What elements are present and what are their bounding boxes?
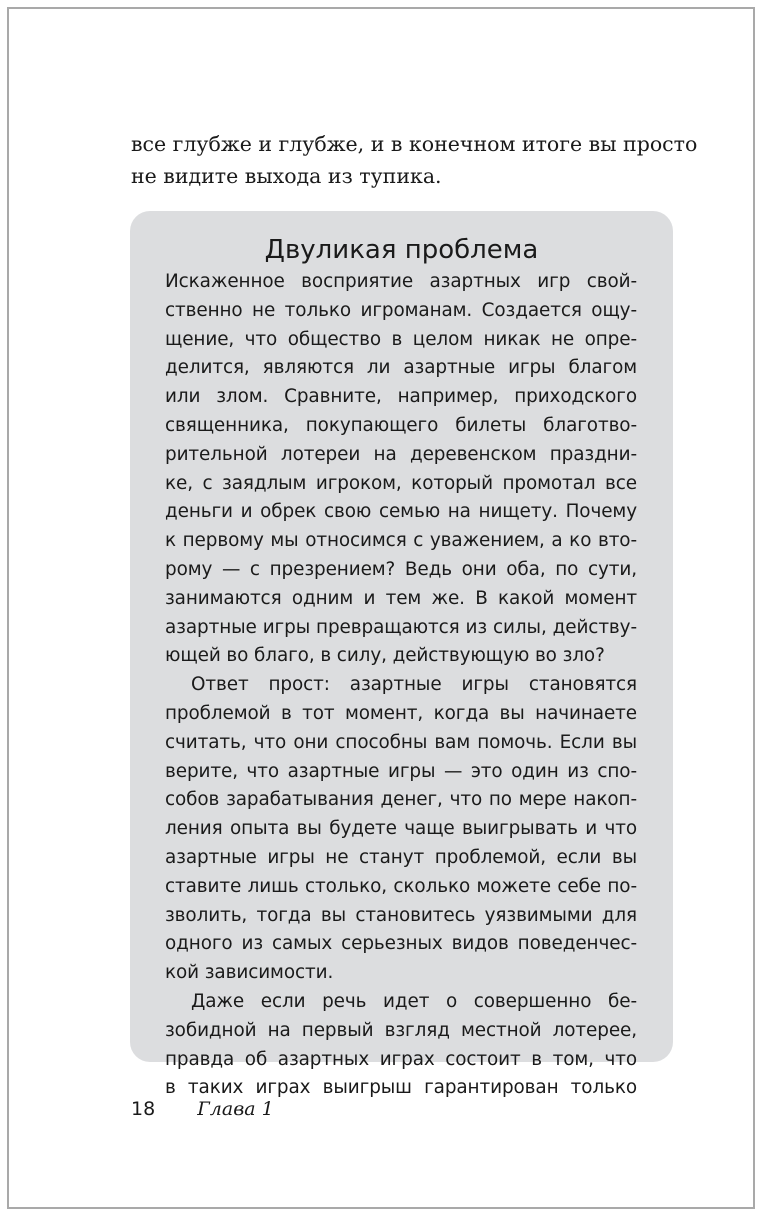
sidebar-line: верите, что азартные игры — это один из спо- (165, 760, 637, 782)
body-text-continuation (131, 128, 698, 192)
text-line: все глубже и глубже, и в конечном итоге вы просто (131, 132, 698, 156)
sidebar-line: ющей во благо, в силу, действующую во зло? (165, 645, 605, 667)
sidebar-line: Ответ прост: азартные игры становятся (191, 674, 637, 696)
sidebar-line: рительной лотереи на деревенском праздни- (165, 443, 637, 465)
page-number: 18 (131, 1098, 156, 1120)
sidebar-box (130, 211, 673, 1099)
sidebar-line: к первому мы относимся с уважением, а ко вто- (165, 530, 637, 552)
text-line: не видите выхода из тупика. (131, 164, 442, 188)
sidebar-line: Даже если речь идет о совершенно бе- (191, 990, 637, 1012)
sidebar-line: Искаженное восприятие азартных игр свой- (165, 271, 637, 292)
sidebar-line: священника, покупающего билеты благотво- (165, 414, 637, 436)
sidebar-line: щение, что общество в целом никак не опре- (165, 328, 637, 350)
sidebar-line: кой зависимости. (165, 962, 334, 984)
sidebar-line: занимаются одним и тем же. В какой момент (165, 587, 637, 609)
sidebar-line: ления опыта вы будете чаще выигрывать и что (165, 818, 637, 840)
sidebar-line: одного из самых серьезных видов поведенчес- (165, 933, 637, 955)
running-chapter-label: Глава 1 (197, 1098, 274, 1120)
sidebar-line: правда об азартных играх состоит в том, что (165, 1048, 637, 1070)
sidebar-line: рому — с презрением? Ведь они оба, по сути, (165, 558, 637, 580)
sidebar-line: зволить, тогда вы становитесь уязвимыми для (165, 904, 637, 926)
sidebar-line: зобидной на первый взгляд местной лотерее, (165, 1019, 637, 1041)
sidebar-line: азартные игры превращаются из силы, действу- (165, 616, 637, 638)
sidebar-line: ставите лишь столько, сколько можете себе по- (165, 875, 637, 897)
sidebar-line: ке, с заядлым игроком, который промотал все (165, 472, 637, 494)
sidebar-line: деньги и обрек свою семью на нищету. Почему (165, 501, 637, 523)
sidebar-title: Двуликая проблема (264, 235, 539, 265)
sidebar-line: азартные игры не станут проблемой, если вы (165, 846, 637, 868)
sidebar-line: или злом. Сравните, например, приходского (165, 386, 637, 408)
sidebar-line: делится, являются ли азартные игры благом (165, 357, 637, 379)
page-footer (131, 1095, 274, 1123)
sidebar-body (165, 268, 637, 1103)
sidebar-line: считать, что они способны вам помочь. Если вы (165, 731, 637, 753)
sidebar-line: ственно не только игроманам. Создается ощу- (165, 299, 637, 321)
sidebar-line: собов зарабатывания денег, что по мере накоп- (165, 789, 637, 811)
sidebar-line: в таких играх выигрыш гарантирован только (165, 1077, 637, 1099)
sidebar-line: проблемой в тот момент, когда вы начинаете (165, 702, 637, 724)
